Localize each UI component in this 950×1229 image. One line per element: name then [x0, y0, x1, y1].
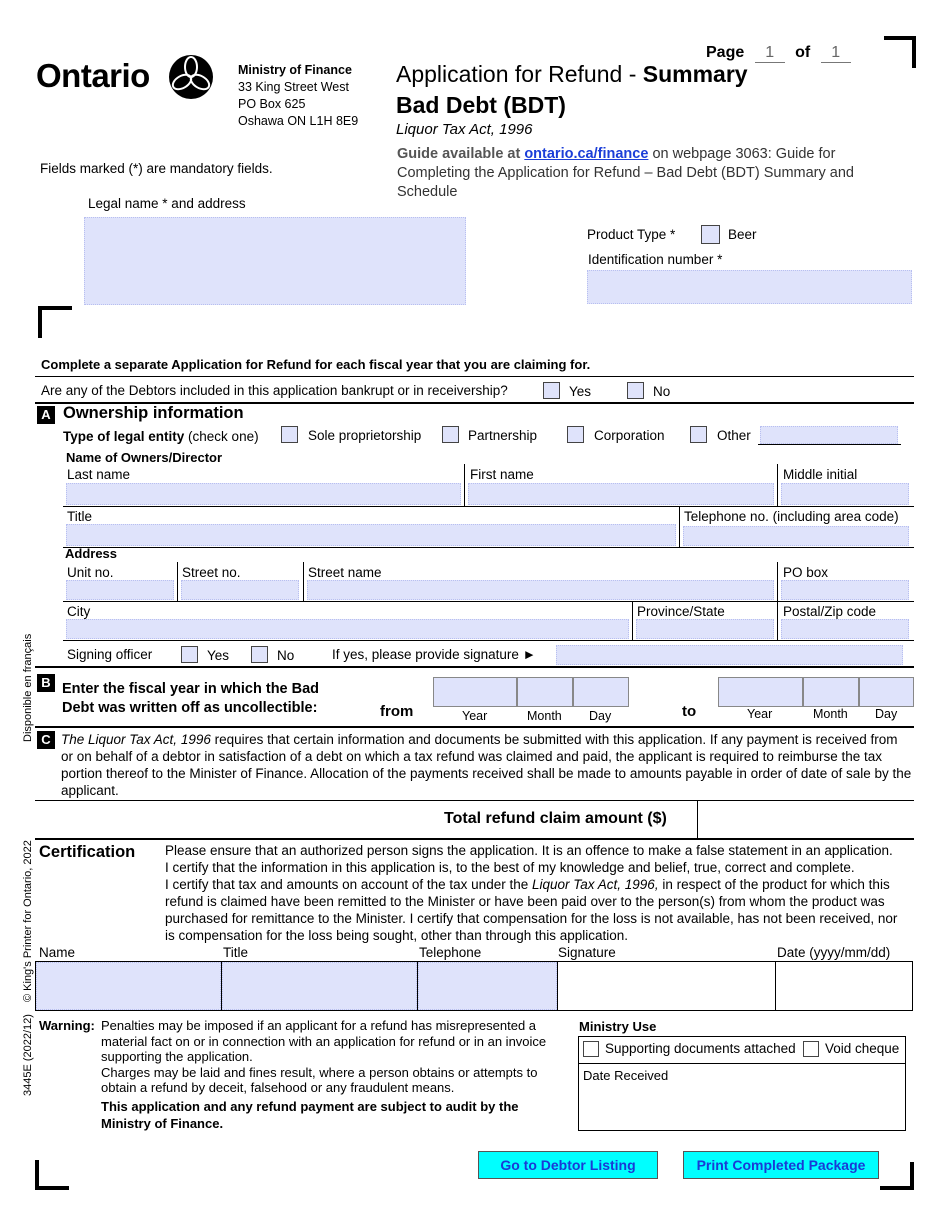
middle-initial-label: Middle initial	[783, 467, 858, 482]
divider	[63, 640, 914, 641]
po-box-field[interactable]	[781, 580, 909, 600]
partnership-checkbox[interactable]	[442, 426, 459, 443]
title-field[interactable]	[66, 524, 676, 546]
section-b-text	[62, 680, 319, 718]
from-month-label: Month	[527, 709, 562, 723]
signing-officer-no-label: No	[277, 648, 295, 663]
address-line: 33 King Street West	[238, 80, 349, 94]
total-refund-label: Total refund claim amount ($)	[444, 810, 667, 827]
corner-mark-bottom-left	[35, 1160, 69, 1190]
cert-telephone-field[interactable]	[418, 962, 557, 1010]
mandatory-note: Fields marked (*) are mandatory fields.	[40, 161, 273, 176]
supporting-docs-checkbox[interactable]	[583, 1041, 599, 1057]
last-name-label: Last name	[67, 467, 131, 482]
signing-officer-no-checkbox[interactable]	[251, 646, 268, 663]
province-label: Province/State	[637, 604, 725, 619]
bankrupt-yes-checkbox[interactable]	[543, 382, 560, 399]
to-day-label: Day	[875, 707, 898, 721]
unit-no-label: Unit no.	[67, 565, 114, 580]
field-separator	[632, 601, 633, 640]
field-separator	[177, 562, 178, 601]
cert-telephone-header: Telephone	[419, 945, 482, 960]
field-separator	[679, 507, 680, 547]
title-part2: Summary	[642, 61, 748, 87]
section-c-body: requires that certain information and documents be submitted with this application. If any payment is received from or on behalf of a debtor in satisfaction of a debt on which a tax refund was claimed and paid, the applicant is required to reimburse the tax portion thereof to the Minister of Finance. Allocation of the payments received shall be made to amounts payable in order of date of sale by the applicant.	[61, 732, 912, 798]
cert-signature-field[interactable]	[558, 962, 774, 1010]
section-c-act: The Liquor Tax Act, 1996	[61, 732, 211, 747]
signing-officer-yes-checkbox[interactable]	[181, 646, 198, 663]
to-day-field[interactable]	[859, 677, 914, 707]
date-received-label: Date Received	[583, 1068, 669, 1083]
trillium-icon	[168, 54, 214, 100]
other-checkbox[interactable]	[690, 426, 707, 443]
from-year-field[interactable]	[433, 677, 517, 707]
owners-heading: Name of Owners/Director	[66, 450, 223, 465]
city-field[interactable]	[66, 619, 629, 639]
page-label: Page	[706, 44, 745, 61]
corporation-label: Corporation	[594, 428, 665, 443]
form-title	[396, 61, 748, 88]
other-label: Other	[717, 428, 751, 443]
field-separator	[777, 601, 778, 640]
divider	[578, 1063, 906, 1064]
supporting-docs-label: Supporting documents attached	[605, 1041, 796, 1056]
section-b-line1: Enter the fiscal year in which the Bad	[62, 681, 320, 697]
city-label: City	[67, 604, 91, 619]
cert-name-field[interactable]	[36, 962, 221, 1010]
corner-mark-bottom-right	[880, 1162, 914, 1190]
section-a-badge: A	[37, 406, 55, 424]
from-year-label: Year	[462, 709, 488, 723]
divider	[35, 838, 914, 840]
divider	[35, 376, 914, 377]
corner-mark-top-right	[884, 36, 916, 68]
separate-application-note: Complete a separate Application for Refund for each fiscal year that you are claiming for.	[41, 357, 591, 372]
from-day-field[interactable]	[573, 677, 629, 707]
middle-initial-field[interactable]	[781, 483, 909, 505]
warning-audit: This application and any refund payment are subject to audit by the Ministry of Finance.	[101, 1098, 519, 1131]
ministry-block	[238, 62, 358, 130]
identification-label: Identification number *	[588, 252, 723, 267]
other-entity-field[interactable]	[760, 426, 898, 444]
section-c-text	[61, 731, 913, 799]
to-month-field[interactable]	[803, 677, 859, 707]
beer-label: Beer	[728, 227, 757, 242]
street-name-label: Street name	[308, 565, 382, 580]
section-c-badge: C	[37, 731, 55, 749]
warning-label: Warning:	[39, 1018, 95, 1033]
telephone-field[interactable]	[683, 526, 909, 546]
street-no-field[interactable]	[181, 580, 299, 600]
guide-prefix: Guide available at	[397, 146, 525, 162]
french-availability: Disponible en français	[22, 633, 34, 742]
warning-line2: Charges may be laid and fines result, where a person obtains or attempts to obtain a refund by deceit, falsehood or any fraudulent means.	[101, 1064, 538, 1095]
certification-line3-act: Liquor Tax Act, 1996,	[531, 877, 659, 892]
legal-name-address-field[interactable]	[84, 217, 466, 305]
section-a-title: Ownership information	[63, 404, 244, 422]
form-number: 3445E (2022/12)	[22, 1014, 34, 1096]
certification-line1: Please ensure that an authorized person signs the application. It is an offence to make a false statement in an application.	[165, 843, 893, 858]
cert-name-header: Name	[39, 945, 76, 960]
cert-title-header: Title	[223, 945, 249, 960]
warning-text	[101, 1018, 553, 1132]
page-current: 1	[755, 44, 785, 63]
from-label: from	[380, 703, 414, 720]
field-separator	[303, 562, 304, 601]
bankrupt-no-checkbox[interactable]	[627, 382, 644, 399]
go-to-debtor-listing-button[interactable]: Go to Debtor Listing	[478, 1151, 658, 1179]
last-name-field[interactable]	[66, 483, 461, 505]
beer-checkbox[interactable]	[701, 225, 720, 244]
section-b-badge: B	[37, 674, 55, 692]
field-separator	[464, 464, 465, 506]
postal-code-field[interactable]	[781, 619, 909, 639]
signing-officer-yes-label: Yes	[207, 648, 230, 663]
total-refund-separator	[697, 800, 698, 838]
cert-signature-header: Signature	[558, 945, 616, 960]
from-day-label: Day	[589, 709, 612, 723]
title-part1: Application for Refund -	[396, 61, 643, 87]
warning-line1: Penalties may be imposed if an applicant for a refund has misrepresented a material fact on or in connection with an application for refund or in an invoice supporting the application.	[101, 1018, 547, 1064]
void-cheque-checkbox[interactable]	[803, 1041, 819, 1057]
to-label: to	[682, 703, 697, 720]
divider	[35, 666, 914, 668]
signing-officer-label: Signing officer	[67, 647, 153, 662]
guide-rest: on webpage 3063: Guide for Completing the Application for Refund – Bad Debt (BDT) Summary and Schedule	[397, 146, 854, 200]
ministry-name: Ministry of Finance	[238, 63, 352, 77]
street-name-field[interactable]	[307, 580, 774, 600]
entity-type-label	[63, 429, 259, 444]
postal-code-label: Postal/Zip code	[783, 604, 877, 619]
corporation-checkbox[interactable]	[567, 426, 584, 443]
province-field[interactable]	[636, 619, 774, 639]
certification-line2: I certify that the information in this application is, to the best of my knowledge and belief, true, correct and complete.	[165, 860, 855, 875]
void-cheque-label: Void cheque	[825, 1041, 900, 1056]
certification-text	[165, 842, 910, 944]
address-heading: Address	[65, 546, 118, 561]
corner-mark-mid-left	[38, 306, 72, 338]
page-of-label: of	[795, 44, 811, 61]
cert-date-field[interactable]	[776, 962, 912, 1010]
address-line: Oshawa ON L1H 8E9	[238, 114, 359, 128]
field-separator	[777, 464, 778, 506]
sole-proprietorship-checkbox[interactable]	[281, 426, 298, 443]
field-separator	[777, 562, 778, 601]
first-name-field[interactable]	[468, 483, 774, 505]
street-no-label: Street no.	[182, 565, 241, 580]
first-name-label: First name	[470, 467, 534, 482]
certification-line3	[165, 876, 910, 944]
form-subtitle: Bad Debt (BDT)	[396, 92, 566, 118]
certification-title: Certification	[39, 843, 136, 861]
print-completed-package-button[interactable]: Print Completed Package	[683, 1151, 879, 1179]
certification-line3-pre: I certify that tax and amounts on account of the tax under the	[165, 877, 532, 892]
field-underline	[758, 444, 901, 445]
po-box-label: PO box	[783, 565, 829, 580]
title-label: Title	[67, 509, 93, 524]
bankrupt-question: Are any of the Debtors included in this application bankrupt or in receivership?	[41, 383, 508, 398]
officer-signature-field[interactable]	[556, 645, 903, 665]
bankrupt-yes-label: Yes	[569, 384, 592, 399]
certification-line3-post: in respect of the product for which this refund is claimed have been remitted to the Minister or have been paid over to the person(s) from whom the product was purchased for remittance to the Minister. I certify that compensation for the loss is not available, has not been received, nor is compensation for the loss being sought, other than through this application.	[165, 877, 898, 943]
from-month-field[interactable]	[517, 677, 573, 707]
sole-proprietorship-label: Sole proprietorship	[308, 428, 422, 443]
entity-type-text: Type of legal entity	[63, 429, 185, 444]
divider	[63, 506, 914, 507]
copyright-note: © King's Printer for Ontario, 2022	[22, 840, 34, 1002]
product-type-label: Product Type *	[587, 227, 676, 242]
act-name: Liquor Tax Act, 1996	[396, 121, 533, 138]
identification-field[interactable]	[587, 270, 912, 304]
page-total: 1	[821, 44, 851, 63]
guide-note	[397, 145, 907, 202]
unit-no-field[interactable]	[66, 580, 174, 600]
cert-title-field[interactable]	[222, 962, 417, 1010]
divider	[35, 726, 914, 728]
to-year-label: Year	[747, 707, 773, 721]
divider	[63, 547, 914, 548]
cert-date-header: Date (yyyy/mm/dd)	[777, 945, 891, 960]
to-month-label: Month	[813, 707, 848, 721]
bankrupt-no-label: No	[653, 384, 671, 399]
logo-wordmark: Ontario	[36, 57, 150, 94]
section-b-line2: Debt was written off as uncollectible:	[62, 700, 318, 716]
field-separator	[417, 961, 418, 1011]
legal-name-label: Legal name * and address	[88, 196, 246, 211]
ontario-logo	[36, 57, 150, 95]
to-year-field[interactable]	[718, 677, 803, 707]
address-line: PO Box 625	[238, 97, 306, 111]
ministry-use-title: Ministry Use	[579, 1019, 657, 1034]
telephone-label: Telephone no. (including area code)	[684, 509, 899, 524]
divider	[63, 601, 914, 602]
total-refund-field[interactable]	[699, 801, 913, 837]
field-separator	[221, 961, 222, 1011]
entity-type-hint: (check one)	[188, 429, 259, 444]
partnership-label: Partnership	[468, 428, 538, 443]
guide-link[interactable]: ontario.ca/finance	[524, 146, 649, 162]
signature-prompt: If yes, please provide signature ►	[332, 647, 536, 662]
